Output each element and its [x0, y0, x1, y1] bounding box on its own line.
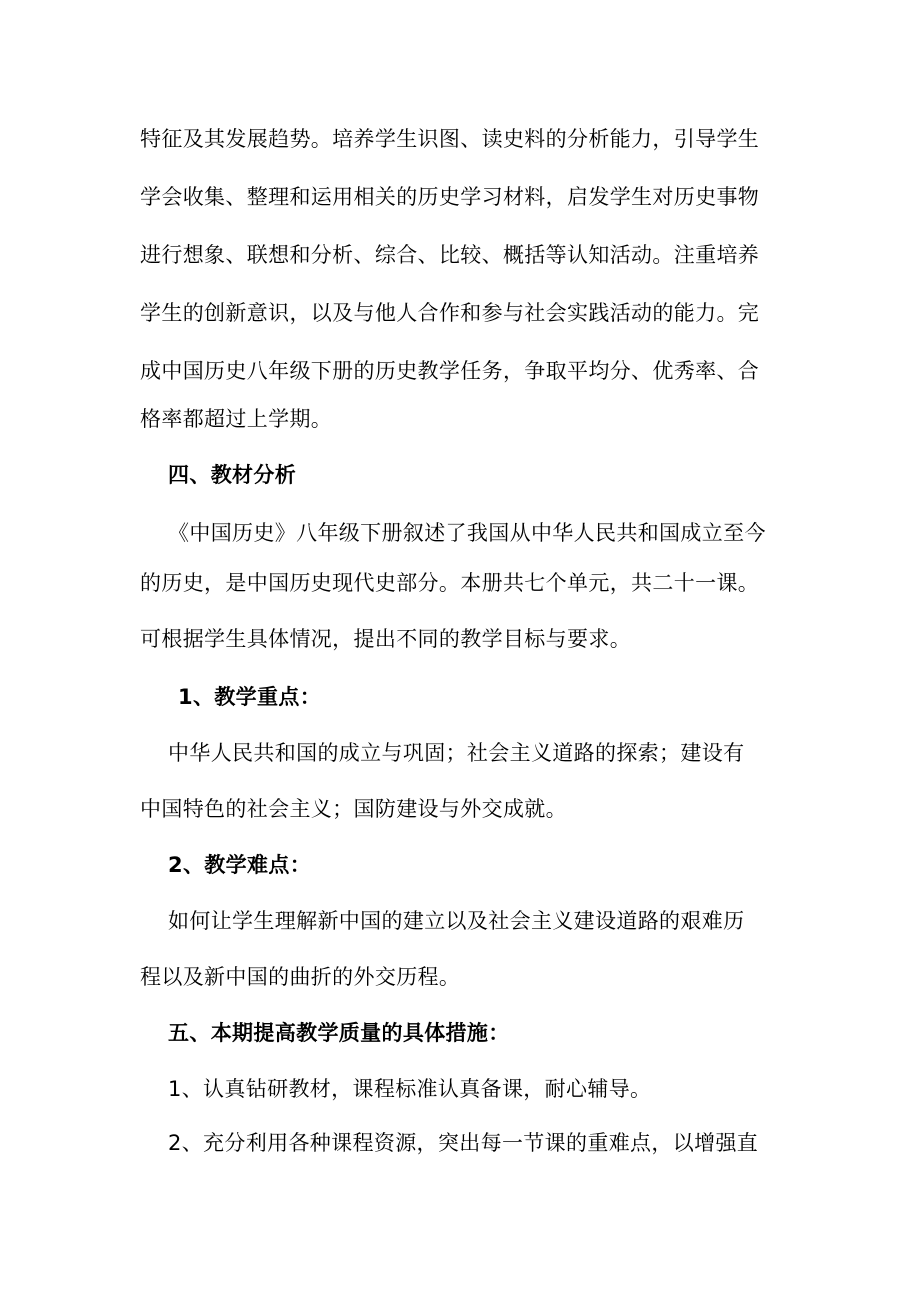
- section-heading-textbook-analysis: 四、教材分析: [168, 463, 297, 487]
- body-text-line: 中华人民共和国的成立与巩固；社会主义道路的探索；建设有: [168, 741, 745, 765]
- list-item: 1、认真钻研教材，课程标准认真备课，耐心辅导。: [168, 1077, 652, 1101]
- list-item: 2、充分利用各种课程资源，突出每一节课的重难点，以增强直: [168, 1131, 759, 1155]
- body-text-line: 成中国历史八年级下册的历史教学任务，争取平均分、优秀率、合: [140, 359, 760, 383]
- body-text-line: 如何让学生理解新中国的建立以及社会主义建设道路的艰难历: [168, 909, 745, 933]
- body-text-line: 可根据学生具体情况，提出不同的教学目标与要求。: [140, 627, 632, 651]
- body-text-line: 进行想象、联想和分析、综合、比较、概括等认知活动。注重培养: [140, 243, 760, 267]
- subheading-difficulties: 2、教学难点：: [168, 853, 312, 877]
- body-text-line: 学生的创新意识，以及与他人合作和参与社会实践活动的能力。完: [140, 301, 760, 325]
- body-text-line: 《中国历史》八年级下册叙述了我国从中华人民共和国成立至今: [168, 521, 766, 545]
- body-text-line: 特征及其发展趋势。培养学生识图、读史料的分析能力，引导学生: [140, 127, 760, 151]
- body-text-line: 学会收集、整理和运用相关的历史学习材料，启发学生对历史事物: [140, 185, 760, 209]
- body-text-line: 中国特色的社会主义；国防建设与外交成就。: [140, 797, 567, 821]
- body-text-line: 格率都超过上学期。: [140, 407, 333, 431]
- section-heading-measures: 五、本期提高教学质量的具体措施：: [168, 1021, 510, 1045]
- body-text-line: 的历史，是中国历史现代史部分。本册共七个单元，共二十一课。: [140, 571, 760, 595]
- subheading-key-points: 1、教学重点：: [178, 685, 322, 709]
- body-text-line: 程以及新中国的曲折的外交历程。: [140, 965, 461, 989]
